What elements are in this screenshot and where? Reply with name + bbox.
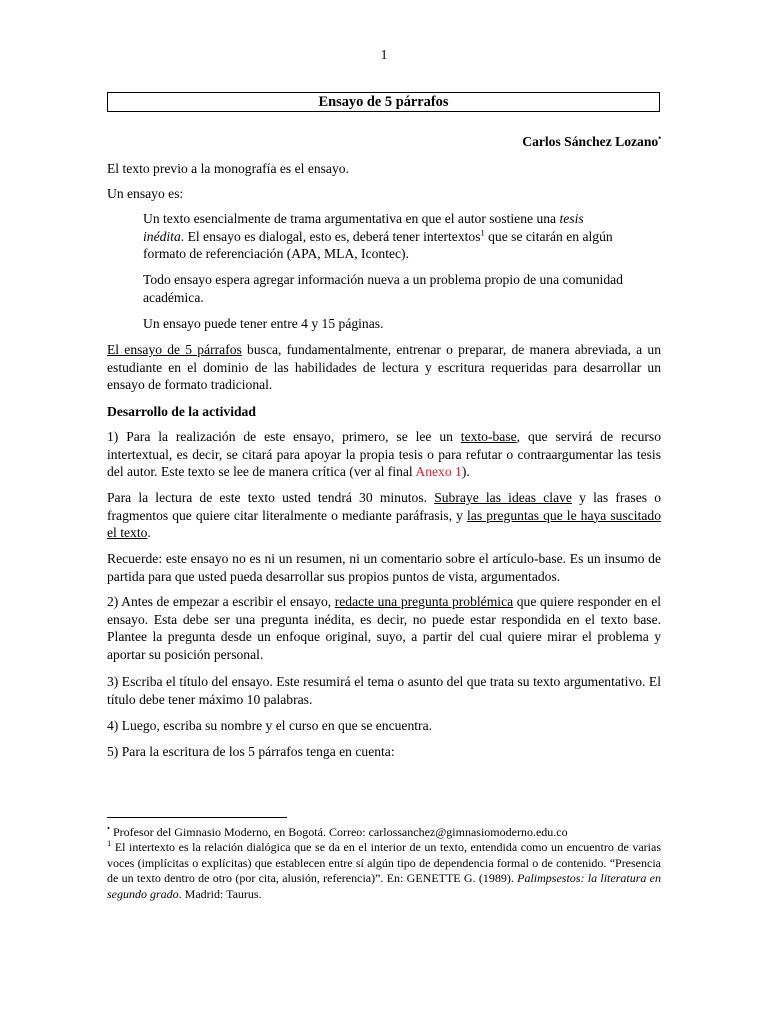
step-5-paragraph: 5) Para la escritura de los 5 párrafos tenga en cuenta: [107,744,395,759]
anexo-1-link[interactable]: Anexo 1 [415,464,462,480]
step-1-text-3: ). [461,464,470,480]
definition-text-2: . El ensayo es dialogal, esto es, deberá tener intertextos [180,228,481,244]
problem-question-term: redacte una pregunta problémica [334,594,514,609]
definition-block-3: Un ensayo puede tener entre 4 y 15 páginas. [143,316,384,331]
document-title: Ensayo de 5 párrafos [107,92,660,112]
footnote-author [107,825,661,841]
footnote-1-text: El intertexto es la relación dialógica que se da en el interior de un texto, entendida como un encuentro de varias voces (implícitas o explícitas) que establecen entre sí algún tipo de dependencia formal o de contenido. “Presencia de un texto dentro de otro (por cita, alusión, referencia)”. En: GENETTE G. (1989). [107,840,661,885]
definition-text: Un texto esencialmente de trama argumentativa en que el autor sostiene una [143,211,560,226]
author-footnote-mark: • [658,133,661,143]
reading-text-3: . [147,525,151,541]
five-paragraph-term: El ensayo de 5 párrafos [107,342,242,357]
footnote-separator [107,817,287,818]
footnote-1-mark: 1 [107,838,112,848]
definition-block [143,210,623,263]
definition-block-2: Todo ensayo espera agregar información nueva a un problema propio de una comunidad académica. [143,272,623,305]
five-paragraph-text: busca, fundamentalmente, entrenar o preparar, de manera abreviada, a un estudiante en el dominio de las habilidades de lectura y escritura requeridas para desarrollar un ensayo de formato tradicional. [107,342,661,393]
step-1-paragraph [107,428,661,481]
underline-key-ideas: Subraye las ideas clave [434,490,572,505]
step-4-paragraph: 4) Luego, escriba su nombre y el curso en que se encuentra. [107,718,432,733]
author-name [522,133,661,151]
author-name-text: Carlos Sánchez Lozano [522,134,659,149]
step-2-text-2: que quiere responder en el ensayo. Esta debe ser una pregunta inédita, es decir, no puede estar respondida en el texto base. Plantee la pregunta desde un enfoque original, suyo, a partir del cual quiere mirar el problema y aportar su posición personal. [107,594,661,662]
section-heading: Desarrollo de la actividad [107,404,256,419]
footnote-1 [107,840,661,902]
tesis-inedita-term: tesis inédita [143,211,584,244]
footnote-ref-1: 1 [480,227,485,238]
footnote-author-text: Profesor del Gimnasio Moderno, en Bogotá. Correo: carlossanchez@gimnasiomoderno.edu.co [109,825,568,839]
underline-questions: las preguntas que le haya suscitado el texto [107,507,661,541]
essay-is-paragraph: Un ensayo es: [107,186,184,201]
step-1-text: 1) Para la realización de este ensayo, primero, se lee un [107,429,461,444]
footnote-1-text-2: . Madrid: Taurus. [178,886,262,901]
remember-paragraph: Recuerde: este ensayo no es ni un resumen, ni un comentario sobre el artículo-base. Es un insumo de partida para que usted pueda desarrollar sus propios puntos de vista, argumentados. [107,551,661,584]
reading-text-2: y las frases o fragmentos que quiere citar literalmente o mediante paráfrasis, y [107,490,661,523]
step-3-paragraph: 3) Escriba el título del ensayo. Este resumirá el tema o asunto del que trata su texto argumentativo. El título debe tener máximo 10 palabras. [107,674,661,707]
step-2-paragraph [107,593,661,663]
step-1-text-2: , que servirá de recurso intertextual, es decir, se citará para apoyar la propia tesis o para refutar o contraargumentar las tesis del autor. Este texto se lee de manera crítica (ver al final [107,429,661,480]
footnote-1-book-title: Palimpsestos: la literatura en segundo grado [107,871,661,901]
five-paragraph-essay-paragraph [107,341,661,394]
reading-text: Para la lectura de este texto usted tendrá 30 minutos. [107,490,435,505]
page-number: 1 [380,47,388,62]
definition-text-3: que se citarán en algún formato de referenciación (APA, MLA, Icontec). [143,228,613,262]
texto-base-term: texto-base [460,429,517,444]
reading-paragraph [107,489,661,542]
intro-paragraph: El texto previo a la monografía es el ensayo. [107,161,349,176]
step-2-text: 2) Antes de empezar a escribir el ensayo, [107,594,335,609]
footnote-author-mark: • [107,823,110,833]
